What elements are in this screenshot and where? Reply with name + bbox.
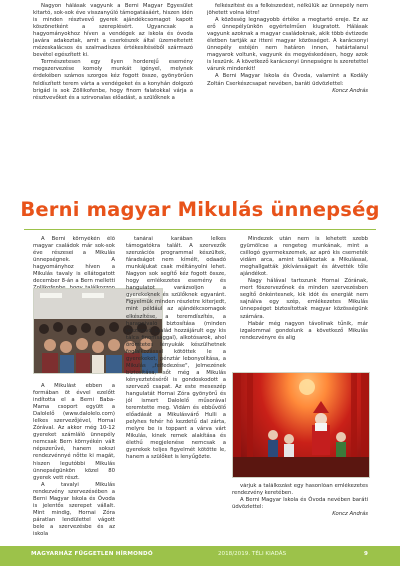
footer-edition: 2018/2019. TÉLI KIADÁS: [218, 551, 287, 557]
paragraph: Mindezek után nem is lehetett szebb gyümölcse a rengeteg munkának, mint a csillogó gyermekszemek, az apró kis csemeték vidám arca, amint találkoztak a Mikulással, meghallgatták jókívánságait és átvették tőle ajándékot.: [240, 236, 368, 278]
article-title: Berni magyar Mikulás ünnepség: [20, 198, 380, 221]
paragraph: Nagy hálával tartozunk Hornai Zórának, mert fószervezőnek és minden szervezésben segítő önkéntesnek, kik idót és energiát nem sajnálva egy szép, emlékezetes Mikulás ünnepséget biztosítottak magyar közösségünk számára.: [240, 278, 368, 320]
paragraph: várjuk a találkozást egy hasonlóan emlékezetes rendezvény keretében.: [232, 483, 368, 497]
top-right-column: [207, 3, 368, 188]
paragraph: tanárai karában lelkes támogatókra talált. A szervezők szenzációs programmal készültek, fáradságot nem kímélt, odaadó munkájukat csak méltányolni lehet. Nagyon sok segítő kéz fogott össze, hogy emlékezetes esemény és hangulatot varázsoljon a gyerekeknek és szülőknek egyaránt. Figyelmük minden részletre kiterjedt, mint például az ajándékcsomagok elkészítése, a teremdíszítés, a harapnivaló biztosítása (minden résztvevő család hozzájárult egy kis tálca finomsággal), alkotósarok, ahol örömtetes lényukák készülhetnek foglalkozással kötöttek le a gyerekeket, pénztár lebonyolítása, a Mikulás „felfedezése", jelmezének biztosítása, sőt még a Mikulás kényeztetéséről is gondoskodott a szervező csapat. Az este meseszép hangulatát Hornai Zóra gyönyörű és jól ismert Dalolelő műsorával teremtette meg. Vidám és ebbűvölő előadását a Mikulásvárő Hulli a pelyhes fehér hó kezdetű dal zárta, melyre be is toppant a várva várt Mikulás, kinek remek alakítása és élethű megjelenése nemcsak a gyerekek teljes figyelmét kötötte le, hanem a szülőket is lenyűgözte.: [126, 236, 226, 461]
stage-illustration: [233, 373, 369, 477]
paragraph: Természetesen egy ilyen horderejű esemény megszervezése komoly munkát igényel, melynek érdekében számos szorgos kéz fogott össze, gyönyörűen feldíszített terem várta a vendégeket és a konyhán dolgozó brigád is sok Zöllikofenbe, hogy finom falatokkal várja a résztvevőket és a szirvonalas előadást, a szülőknek a: [33, 59, 193, 101]
paragraph: A Berni Magyar Iskola és Óvoda nevében baráti üdvözlettel:: [232, 497, 368, 511]
article-title-wrap: [0, 198, 400, 221]
title-underline: [24, 229, 376, 230]
paragraph: Nagyon hálásak vagyunk a Berni Magyar Egyesület kitartó, sok-sok éve visszanyúló támogatásáért, hiszen idén is minden résztvevő gyerek ajándékcsomagot kapott köszönetként a szereplésért. Ugyancsak a hagyományokhoz híven a vendégek az iskola és óvoda javára adakoztak, amit a cserkészek által üzemeltetett mézeskalácsos és szalmadíszes értékesítéséből származó bevétel egészített ki.: [33, 3, 193, 59]
column-1-top: [33, 236, 115, 296]
page-number: 9: [364, 551, 368, 557]
column-3-top: [240, 236, 368, 372]
paragraph: A közösség legnagyobb értéke a megtartó ereje. Ez az erő ünnepélyünkön egyértelműen kiugratott. Hálásak vagyunk azoknak a magyar családoknak, akik több évtizede életben tartják az itteni magyar közösséget. A karácsonyi ünnepély estéjén nem határon innen, határtalanul magyarok voltunk, vagyunk és megyéskedésen, hogy azok is leszünk. A következő karácsonyi ünnepségre is szeretettel várunk mindenkit!: [207, 17, 368, 73]
paragraph: felkészítést és a felkészedést, nélkülük az ünnepély nem jöhetett volna létre!: [207, 3, 368, 17]
top-left-column: [33, 3, 193, 188]
paragraph: A Mikulást ebben a formában öt évvel ezelőtt indította el a Berni Baba-Mama csoport együtt a Dalolelő (www.dalolelo.com) lelkes szervezőjével, Hornai Zórával. Az akkor még 10-12 gyereket számláló ünnepély nemcsak Bern környékén vált népszerűvé, hanem sokszi rendezvénnyé nőtte ki magát, hiszen legutóbbi Mikulás ünnepségünkön közel 80 gyerek vett részt.: [33, 383, 115, 481]
paragraph: A tavalyi Mikulás rendezvény szervezésében a Berni Magyar Iskola és Óvoda is jelentős szerepet vállalt. Mint mindig, Hornai Zóra páratlan lendülettel vágott bele a szervezésbe és az iskola: [33, 481, 115, 537]
paragraph: A Berni Magyar Iskola és Óvoda, valamint a Kodály Zoltán Cserkészcsapat nevében, baráti üdvözlettel:: [207, 73, 368, 87]
paragraph: A Berni környékén élő magyar családok már sok-sok éve részesei a Mikulás ünnepségnek. A hagyományhoz híven a Mikulás tavaly is ellátogatott december 8-án a Bern melletti: [33, 236, 115, 285]
paragraph: Habár még nagyon távolinak tűnik, már izgalommal gondolunk a következő Mikulás rendezvényre és alig: [240, 320, 368, 341]
column-3-bottom: [232, 483, 368, 538]
signature: Koncz András: [332, 87, 368, 94]
stage-photo: [232, 372, 370, 478]
footer-publication: MAGYARHÁZ FÜGGETLEN HÍRMONDÓ: [31, 551, 153, 557]
column-2: [126, 236, 226, 538]
column-1-bottom: [33, 383, 115, 538]
signature: Koncz András: [332, 511, 368, 518]
